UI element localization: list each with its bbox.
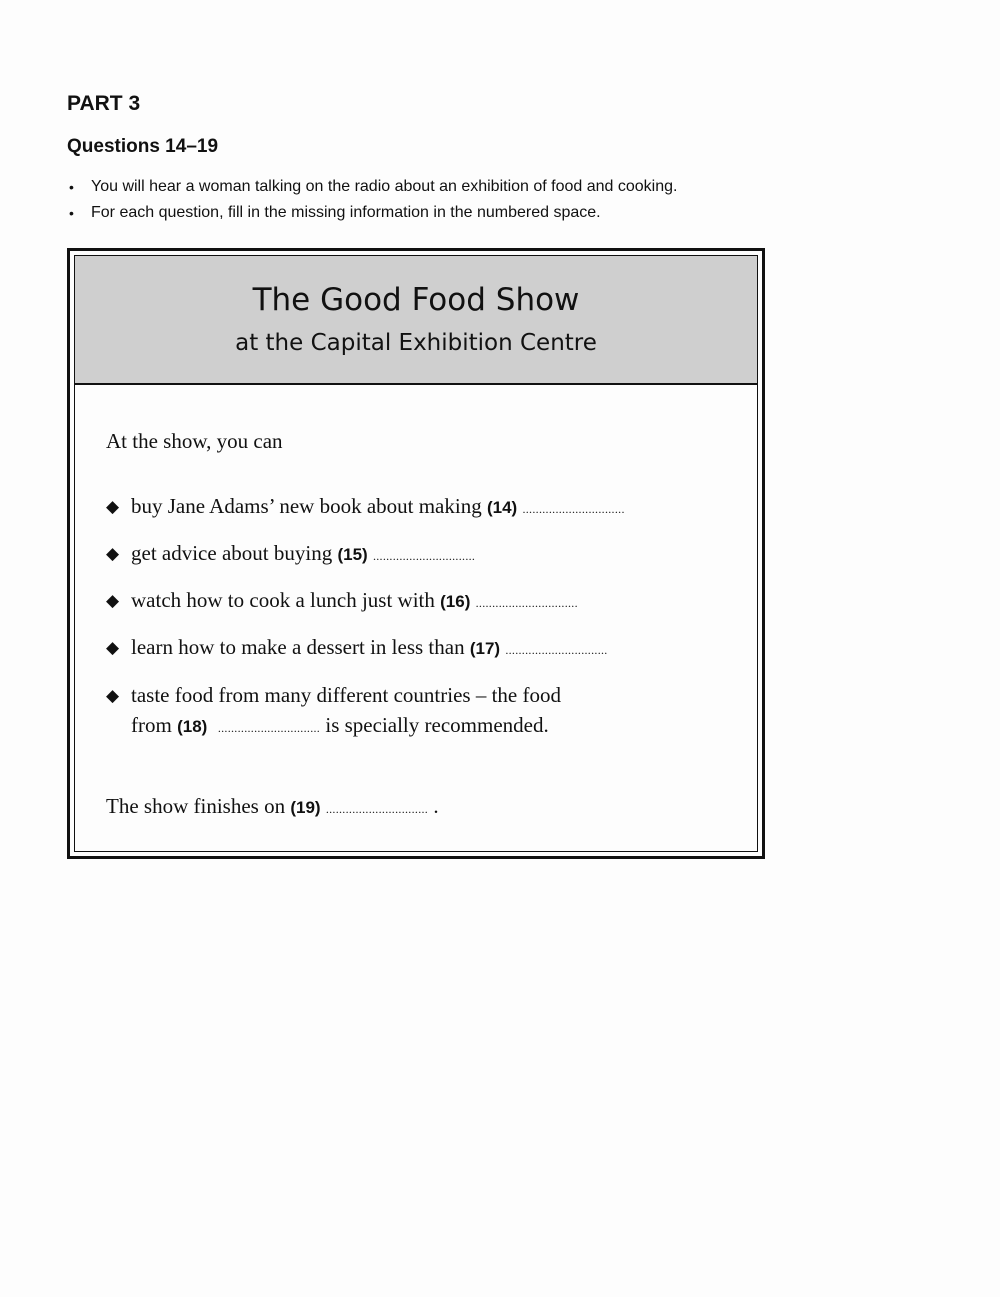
show-title: The Good Food Show xyxy=(252,282,580,318)
diamond-icon: ◆ xyxy=(106,591,120,610)
item-continuation xyxy=(106,711,561,743)
answer-blank-15[interactable]: ............................... xyxy=(372,549,476,563)
answer-blank-17[interactable]: ............................... xyxy=(505,643,608,657)
closing-period: . xyxy=(433,794,439,818)
box-header xyxy=(75,256,757,385)
answer-blank-16[interactable]: ............................... xyxy=(475,596,578,610)
bullet-icon: • xyxy=(69,205,74,221)
instruction-text: For each question, fill in the missing information in the numbered space. xyxy=(91,204,601,221)
part-title: PART 3 xyxy=(67,92,141,115)
closing-text: The show finishes on xyxy=(106,794,286,818)
question-item-15 xyxy=(106,539,475,571)
exercise-box xyxy=(67,248,765,859)
instruction-item xyxy=(67,174,677,200)
question-number: (19) xyxy=(290,798,321,817)
diamond-icon: ◆ xyxy=(106,497,120,516)
question-item-18 xyxy=(106,681,561,743)
item-text: taste food from many different countries – the food xyxy=(131,683,561,707)
item-text: get advice about buying xyxy=(131,541,333,565)
answer-blank-18[interactable]: ............................... xyxy=(217,721,321,735)
bullet-icon: • xyxy=(69,179,74,195)
exercise-box-inner xyxy=(74,255,758,852)
show-subtitle: at the Capital Exhibition Centre xyxy=(235,330,597,356)
item-text: learn how to make a dessert in less than xyxy=(131,635,465,659)
instruction-text: You will hear a woman talking on the radio about an exhibition of food and cooking. xyxy=(91,178,678,195)
instructions-list xyxy=(67,174,677,226)
item-text: watch how to cook a lunch just with xyxy=(131,588,435,612)
question-item-14 xyxy=(106,492,625,524)
item-text: buy Jane Adams’ new book about making xyxy=(131,494,482,518)
question-number: (18) xyxy=(177,717,208,736)
instruction-item xyxy=(67,200,677,226)
question-item-16 xyxy=(106,586,578,618)
question-number: (14) xyxy=(486,498,518,517)
item-text: is specially recommended. xyxy=(325,713,549,737)
closing-line xyxy=(106,794,439,819)
questions-range: Questions 14–19 xyxy=(67,136,219,157)
diamond-icon: ◆ xyxy=(106,686,120,705)
question-number: (16) xyxy=(440,592,471,611)
diamond-icon: ◆ xyxy=(106,638,120,657)
question-number: (17) xyxy=(469,639,501,658)
answer-blank-14[interactable]: ............................... xyxy=(522,502,625,516)
question-number: (15) xyxy=(337,545,368,564)
diamond-icon: ◆ xyxy=(106,544,120,563)
item-text: from xyxy=(131,713,172,737)
intro-text: At the show, you can xyxy=(106,429,283,453)
answer-blank-19[interactable]: ............................... xyxy=(325,802,429,816)
question-item-17 xyxy=(106,633,608,665)
